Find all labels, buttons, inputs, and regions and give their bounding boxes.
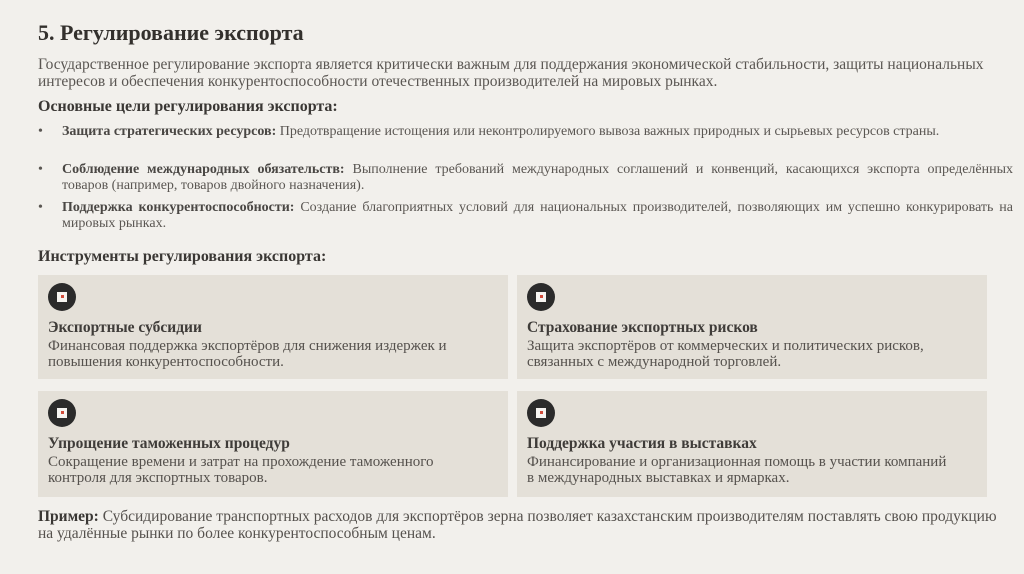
tool-description: Защита экспортёров от коммерческих и политических рисков, связанных с международной торговлей. xyxy=(527,338,924,370)
image-placeholder-icon xyxy=(48,399,76,427)
bullet-marker: • xyxy=(38,162,43,177)
goals-heading: Основные цели регулирования экспорта: xyxy=(38,98,338,115)
tool-title: Страхование экспортных рисков xyxy=(527,319,758,336)
tool-title: Поддержка участия в выставках xyxy=(527,435,757,452)
goal-item xyxy=(38,124,1013,140)
tool-description: Финансирование и организационная помощь в участии компаний в международных выставках и ярмарках. xyxy=(527,454,947,486)
bullet-marker: • xyxy=(38,200,43,215)
tool-title: Экспортные субсидии xyxy=(48,319,202,336)
image-placeholder-icon xyxy=(527,399,555,427)
goal-term: Поддержка конкурентоспособности: xyxy=(62,200,295,215)
tool-description: Сокращение времени и затрат на прохождение таможенного контроля для экспортных товаров. xyxy=(48,454,434,486)
goal-item xyxy=(38,162,1013,194)
example-paragraph xyxy=(38,508,1013,542)
goal-term: Соблюдение международных обязательств: xyxy=(62,162,345,177)
example-label: Пример: xyxy=(38,508,99,525)
bullet-marker: • xyxy=(38,124,43,139)
goal-item xyxy=(38,200,1013,232)
example-text: Субсидирование транспортных расходов для экспортёров зерна позволяет казахстанским производителям поставлять свою продукцию на удалённые рынки по более конкурентоспособным ценам. xyxy=(38,508,997,542)
goal-text: Создание благоприятных условий для национальных производителей, позволяющих им успешно конкурировать на мировых рынках. xyxy=(62,200,1013,231)
tool-title: Упрощение таможенных процедур xyxy=(48,435,290,452)
tool-description: Финансовая поддержка экспортёров для снижения издержек и повышения конкурентоспособности. xyxy=(48,338,447,370)
image-placeholder-icon xyxy=(48,283,76,311)
tools-heading: Инструменты регулирования экспорта: xyxy=(38,248,327,265)
tool-card xyxy=(38,275,508,379)
image-placeholder-icon xyxy=(527,283,555,311)
intro-paragraph: Государственное регулирование экспорта является критически важным для поддержания экономической стабильности, защиты национальных интересов и обеспечения конкурентоспособности отечественных производителей на мировых рынках. xyxy=(38,56,984,90)
tool-card xyxy=(38,391,508,497)
goal-text: Предотвращение истощения или неконтролируемого вывоза важных природных и сырьевых ресурсов страны. xyxy=(276,124,940,139)
tool-card xyxy=(517,275,987,379)
goal-text: Выполнение требований международных соглашений и конвенций, касающихся экспорта определённых товаров (например, товаров двойного назначения). xyxy=(62,162,1013,193)
goal-term: Защита стратегических ресурсов: xyxy=(62,124,277,139)
page-title: 5. Регулирование экспорта xyxy=(38,20,304,45)
tool-card xyxy=(517,391,987,497)
